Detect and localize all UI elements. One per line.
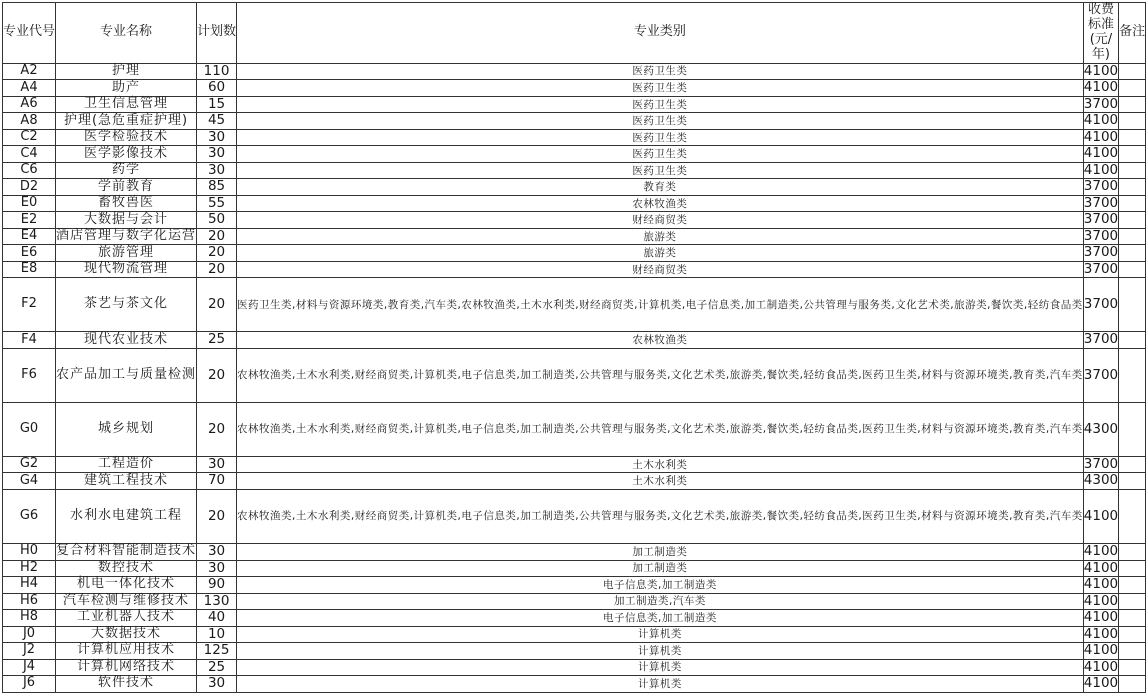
admission-plan-table [2, 2, 1146, 693]
name-cell: 计算机应用技术 [56, 643, 197, 660]
name-cell: 药学 [56, 162, 197, 179]
category-cell: 医药卫生类 [237, 96, 1084, 113]
name-cell: 复合材料智能制造技术 [56, 543, 197, 559]
note-cell [1119, 593, 1146, 610]
category-cell: 旅游类 [237, 228, 1084, 245]
code-cell: J4 [3, 659, 56, 676]
name-cell: 建筑工程技术 [56, 473, 197, 490]
plan-cell: 30 [197, 676, 237, 693]
name-cell: 工程造价 [56, 456, 197, 473]
plan-cell: 85 [197, 179, 237, 196]
plan-cell: 10 [197, 626, 237, 643]
fee-cell: 4100 [1083, 559, 1119, 576]
category-cell: 电子信息类,加工制造类 [237, 610, 1084, 627]
fee-cell: 4100 [1083, 79, 1119, 96]
category-cell: 计算机类 [237, 643, 1084, 660]
note-cell [1119, 212, 1146, 229]
plan-cell: 110 [197, 63, 237, 80]
fee-cell: 3700 [1083, 278, 1118, 332]
table-row [3, 610, 1146, 627]
plan-cell: 30 [197, 129, 237, 146]
header-fee: 收费标准 (元/年) [1083, 3, 1118, 64]
fee-cell: 4100 [1083, 592, 1119, 609]
header-row [3, 3, 1146, 64]
code-cell: C2 [3, 129, 56, 146]
fee-cell: 3700 [1083, 244, 1119, 261]
table-row [3, 113, 1146, 130]
name-cell: 护理(急危重症护理) [56, 113, 197, 130]
code-cell: E6 [3, 245, 56, 262]
table-row [3, 195, 1146, 212]
category-cell: 教育类 [237, 179, 1084, 196]
category-cell: 医药卫生类 [237, 129, 1084, 146]
fee-cell: 3700 [1083, 348, 1118, 402]
fee-cell: 4100 [1083, 576, 1119, 593]
note-cell [1119, 544, 1146, 561]
code-cell: D2 [3, 179, 56, 196]
table-row [3, 348, 1146, 402]
code-cell: A6 [3, 96, 56, 113]
fee-cell: 4300 [1083, 402, 1118, 456]
note-cell [1119, 490, 1146, 544]
code-cell: G4 [3, 473, 56, 490]
code-cell: H4 [3, 577, 56, 594]
category-cell: 财经商贸类 [237, 212, 1084, 229]
name-cell: 计算机网络技术 [56, 659, 197, 676]
plan-cell: 20 [197, 278, 237, 332]
table-row [3, 146, 1146, 163]
name-cell: 农产品加工与质量检测 [56, 348, 197, 402]
table-row [3, 402, 1146, 456]
name-cell: 工业机器人技术 [56, 610, 197, 627]
fee-cell: 4100 [1083, 490, 1118, 544]
category-cell: 土木水利类 [237, 473, 1084, 490]
plan-cell: 70 [197, 473, 237, 490]
name-cell: 现代物流管理 [56, 261, 197, 278]
plan-cell: 20 [197, 402, 237, 456]
category-cell: 医药卫生类 [237, 63, 1084, 80]
note-cell [1119, 245, 1146, 262]
fee-cell: 3700 [1083, 331, 1119, 348]
plan-cell: 125 [197, 643, 237, 660]
note-cell [1119, 626, 1146, 643]
fee-cell: 3700 [1083, 455, 1119, 472]
note-cell [1119, 80, 1146, 97]
code-cell: C4 [3, 146, 56, 163]
note-cell [1119, 278, 1146, 332]
fee-cell: 3700 [1083, 227, 1119, 244]
code-cell: A4 [3, 80, 56, 97]
note-cell [1119, 560, 1146, 577]
plan-cell: 30 [197, 162, 237, 179]
name-cell: 护理 [56, 63, 197, 80]
category-cell: 加工制造类,汽车类 [237, 593, 1084, 610]
plan-cell: 40 [197, 610, 237, 627]
table-row [3, 63, 1146, 80]
category-cell: 医药卫生类 [237, 162, 1084, 179]
table-row [3, 643, 1146, 660]
plan-cell: 25 [197, 332, 237, 349]
note-cell [1119, 146, 1146, 163]
table-row [3, 593, 1146, 610]
category-cell: 农林牧渔类,土木水利类,财经商贸类,计算机类,电子信息类,加工制造类,公共管理与服务类,文化艺术类,旅游类,餐饮类,轻纺食品类,医药卫生类,材料与资源环境类,教育类,汽车类 [237, 490, 1084, 544]
table-row [3, 129, 1146, 146]
code-cell: E2 [3, 212, 56, 229]
note-cell [1119, 195, 1146, 212]
note-cell [1119, 456, 1146, 473]
table-row [3, 278, 1146, 332]
fee-cell: 4100 [1083, 62, 1119, 79]
fee-cell: 4100 [1083, 543, 1119, 559]
note-cell [1119, 659, 1146, 676]
code-cell: G6 [3, 490, 56, 544]
code-cell: H6 [3, 593, 56, 610]
name-cell: 旅游管理 [56, 245, 197, 262]
note-cell [1119, 676, 1146, 693]
header-code: 专业代号 [3, 3, 56, 64]
table-row [3, 659, 1146, 676]
table-row [3, 544, 1146, 561]
plan-cell: 20 [197, 245, 237, 262]
note-cell [1119, 96, 1146, 113]
table-row [3, 676, 1146, 693]
code-cell: G0 [3, 402, 56, 456]
name-cell: 大数据技术 [56, 626, 197, 643]
note-cell [1119, 113, 1146, 130]
fee-cell: 4100 [1083, 161, 1119, 178]
category-cell: 医药卫生类,材料与资源环境类,教育类,汽车类,农林牧渔类,土木水利类,财经商贸类,计算机类,电子信息类,加工制造类,公共管理与服务类,文化艺术类,旅游类,餐饮类,轻纺食品类 [237, 278, 1084, 332]
note-cell [1119, 63, 1146, 80]
name-cell: 酒店管理与数字化运营 [56, 228, 197, 244]
note-cell [1119, 179, 1146, 196]
plan-cell: 30 [197, 560, 237, 577]
fee-cell: 3700 [1083, 211, 1119, 228]
note-cell [1119, 610, 1146, 627]
table-row [3, 245, 1146, 262]
category-cell: 医药卫生类 [237, 113, 1084, 130]
category-cell: 医药卫生类 [237, 80, 1084, 97]
note-cell [1119, 402, 1146, 456]
table-row [3, 577, 1146, 594]
note-cell [1119, 162, 1146, 179]
plan-cell: 30 [197, 544, 237, 561]
fee-cell: 3700 [1083, 194, 1119, 211]
table-row [3, 490, 1146, 544]
category-cell: 农林牧渔类,土木水利类,财经商贸类,计算机类,电子信息类,加工制造类,公共管理与服务类,文化艺术类,旅游类,餐饮类,轻纺食品类,医药卫生类,材料与资源环境类,教育类,汽车类 [237, 348, 1084, 402]
fee-cell: 3700 [1083, 95, 1119, 112]
plan-cell: 20 [197, 228, 237, 245]
fee-cell: 4100 [1083, 642, 1119, 659]
note-cell [1119, 577, 1146, 594]
plan-cell: 30 [197, 146, 237, 163]
category-cell: 计算机类 [237, 626, 1084, 643]
note-cell [1119, 261, 1146, 278]
name-cell: 学前教育 [56, 179, 197, 196]
category-cell: 计算机类 [237, 676, 1084, 693]
code-cell: E8 [3, 261, 56, 278]
code-cell: A8 [3, 113, 56, 130]
header-plan: 计划数 [197, 3, 237, 64]
fee-cell: 4100 [1083, 112, 1119, 129]
name-cell: 软件技术 [56, 676, 197, 693]
plan-cell: 20 [197, 261, 237, 278]
note-cell [1119, 643, 1146, 660]
name-cell: 汽车检测与维修技术 [56, 593, 197, 610]
plan-cell: 45 [197, 113, 237, 130]
fee-cell: 4100 [1083, 128, 1119, 145]
category-cell: 加工制造类 [237, 560, 1084, 577]
code-cell: F2 [3, 278, 56, 332]
plan-cell: 15 [197, 96, 237, 113]
plan-cell: 20 [197, 490, 237, 544]
table-row [3, 228, 1146, 245]
code-cell: A2 [3, 63, 56, 80]
fee-cell: 4100 [1083, 658, 1119, 675]
fee-cell: 4100 [1083, 145, 1119, 162]
table-row [3, 560, 1146, 577]
code-cell: H0 [3, 544, 56, 561]
header-note: 备注 [1119, 3, 1146, 64]
category-cell: 旅游类 [237, 245, 1084, 262]
category-cell: 财经商贸类 [237, 261, 1084, 278]
fee-cell: 4100 [1083, 675, 1119, 692]
fee-cell: 3700 [1083, 178, 1119, 195]
plan-cell: 25 [197, 659, 237, 676]
category-cell: 农林牧渔类,土木水利类,财经商贸类,计算机类,电子信息类,加工制造类,公共管理与服务类,文化艺术类,旅游类,餐饮类,轻纺食品类,医药卫生类,材料与资源环境类,教育类,汽车类 [237, 402, 1084, 456]
note-cell [1119, 228, 1146, 245]
name-cell: 卫生信息管理 [56, 96, 197, 113]
code-cell: H8 [3, 610, 56, 627]
header-category: 专业类别 [237, 3, 1084, 64]
name-cell: 数控技术 [56, 560, 197, 577]
note-cell [1119, 332, 1146, 349]
table-row [3, 626, 1146, 643]
code-cell: F4 [3, 332, 56, 349]
table-row [3, 96, 1146, 113]
code-cell: C6 [3, 162, 56, 179]
plan-cell: 30 [197, 456, 237, 473]
plan-cell: 60 [197, 80, 237, 97]
plan-cell: 55 [197, 195, 237, 212]
category-cell: 电子信息类,加工制造类 [237, 577, 1084, 594]
plan-cell: 20 [197, 348, 237, 402]
name-cell: 现代农业技术 [56, 332, 197, 349]
table-row [3, 473, 1146, 490]
fee-cell: 4100 [1083, 625, 1119, 642]
plan-cell: 50 [197, 212, 237, 229]
category-cell: 土木水利类 [237, 456, 1084, 473]
code-cell: F6 [3, 348, 56, 402]
code-cell: G2 [3, 456, 56, 473]
fee-cell: 3700 [1083, 260, 1119, 277]
name-cell: 医学检验技术 [56, 129, 197, 146]
table-row [3, 332, 1146, 349]
category-cell: 计算机类 [237, 659, 1084, 676]
note-cell [1119, 473, 1146, 490]
table-row [3, 80, 1146, 97]
table-row [3, 456, 1146, 473]
table-row [3, 212, 1146, 229]
category-cell: 农林牧渔类 [237, 332, 1084, 349]
code-cell: E0 [3, 195, 56, 212]
category-cell: 加工制造类 [237, 544, 1084, 561]
fee-cell: 4300 [1083, 472, 1119, 489]
name-cell: 城乡规划 [56, 402, 197, 456]
category-cell: 农林牧渔类 [237, 195, 1084, 212]
code-cell: H2 [3, 560, 56, 577]
table-row [3, 162, 1146, 179]
code-cell: E4 [3, 228, 56, 245]
name-cell: 机电一体化技术 [56, 577, 197, 594]
header-name: 专业名称 [56, 3, 197, 64]
code-cell: J2 [3, 643, 56, 660]
table-row [3, 179, 1146, 196]
plan-cell: 130 [197, 593, 237, 610]
note-cell [1119, 348, 1146, 402]
category-cell: 医药卫生类 [237, 146, 1084, 163]
name-cell: 医学影像技术 [56, 146, 197, 163]
name-cell: 水利水电建筑工程 [56, 490, 197, 544]
name-cell: 畜牧兽医 [56, 195, 197, 212]
code-cell: J0 [3, 626, 56, 643]
fee-cell: 4100 [1083, 609, 1119, 626]
name-cell: 茶艺与茶文化 [56, 278, 197, 332]
name-cell: 助产 [56, 80, 197, 97]
code-cell: J6 [3, 676, 56, 693]
table-row [3, 261, 1146, 278]
plan-cell: 90 [197, 577, 237, 594]
name-cell: 大数据与会计 [56, 212, 197, 229]
note-cell [1119, 129, 1146, 146]
